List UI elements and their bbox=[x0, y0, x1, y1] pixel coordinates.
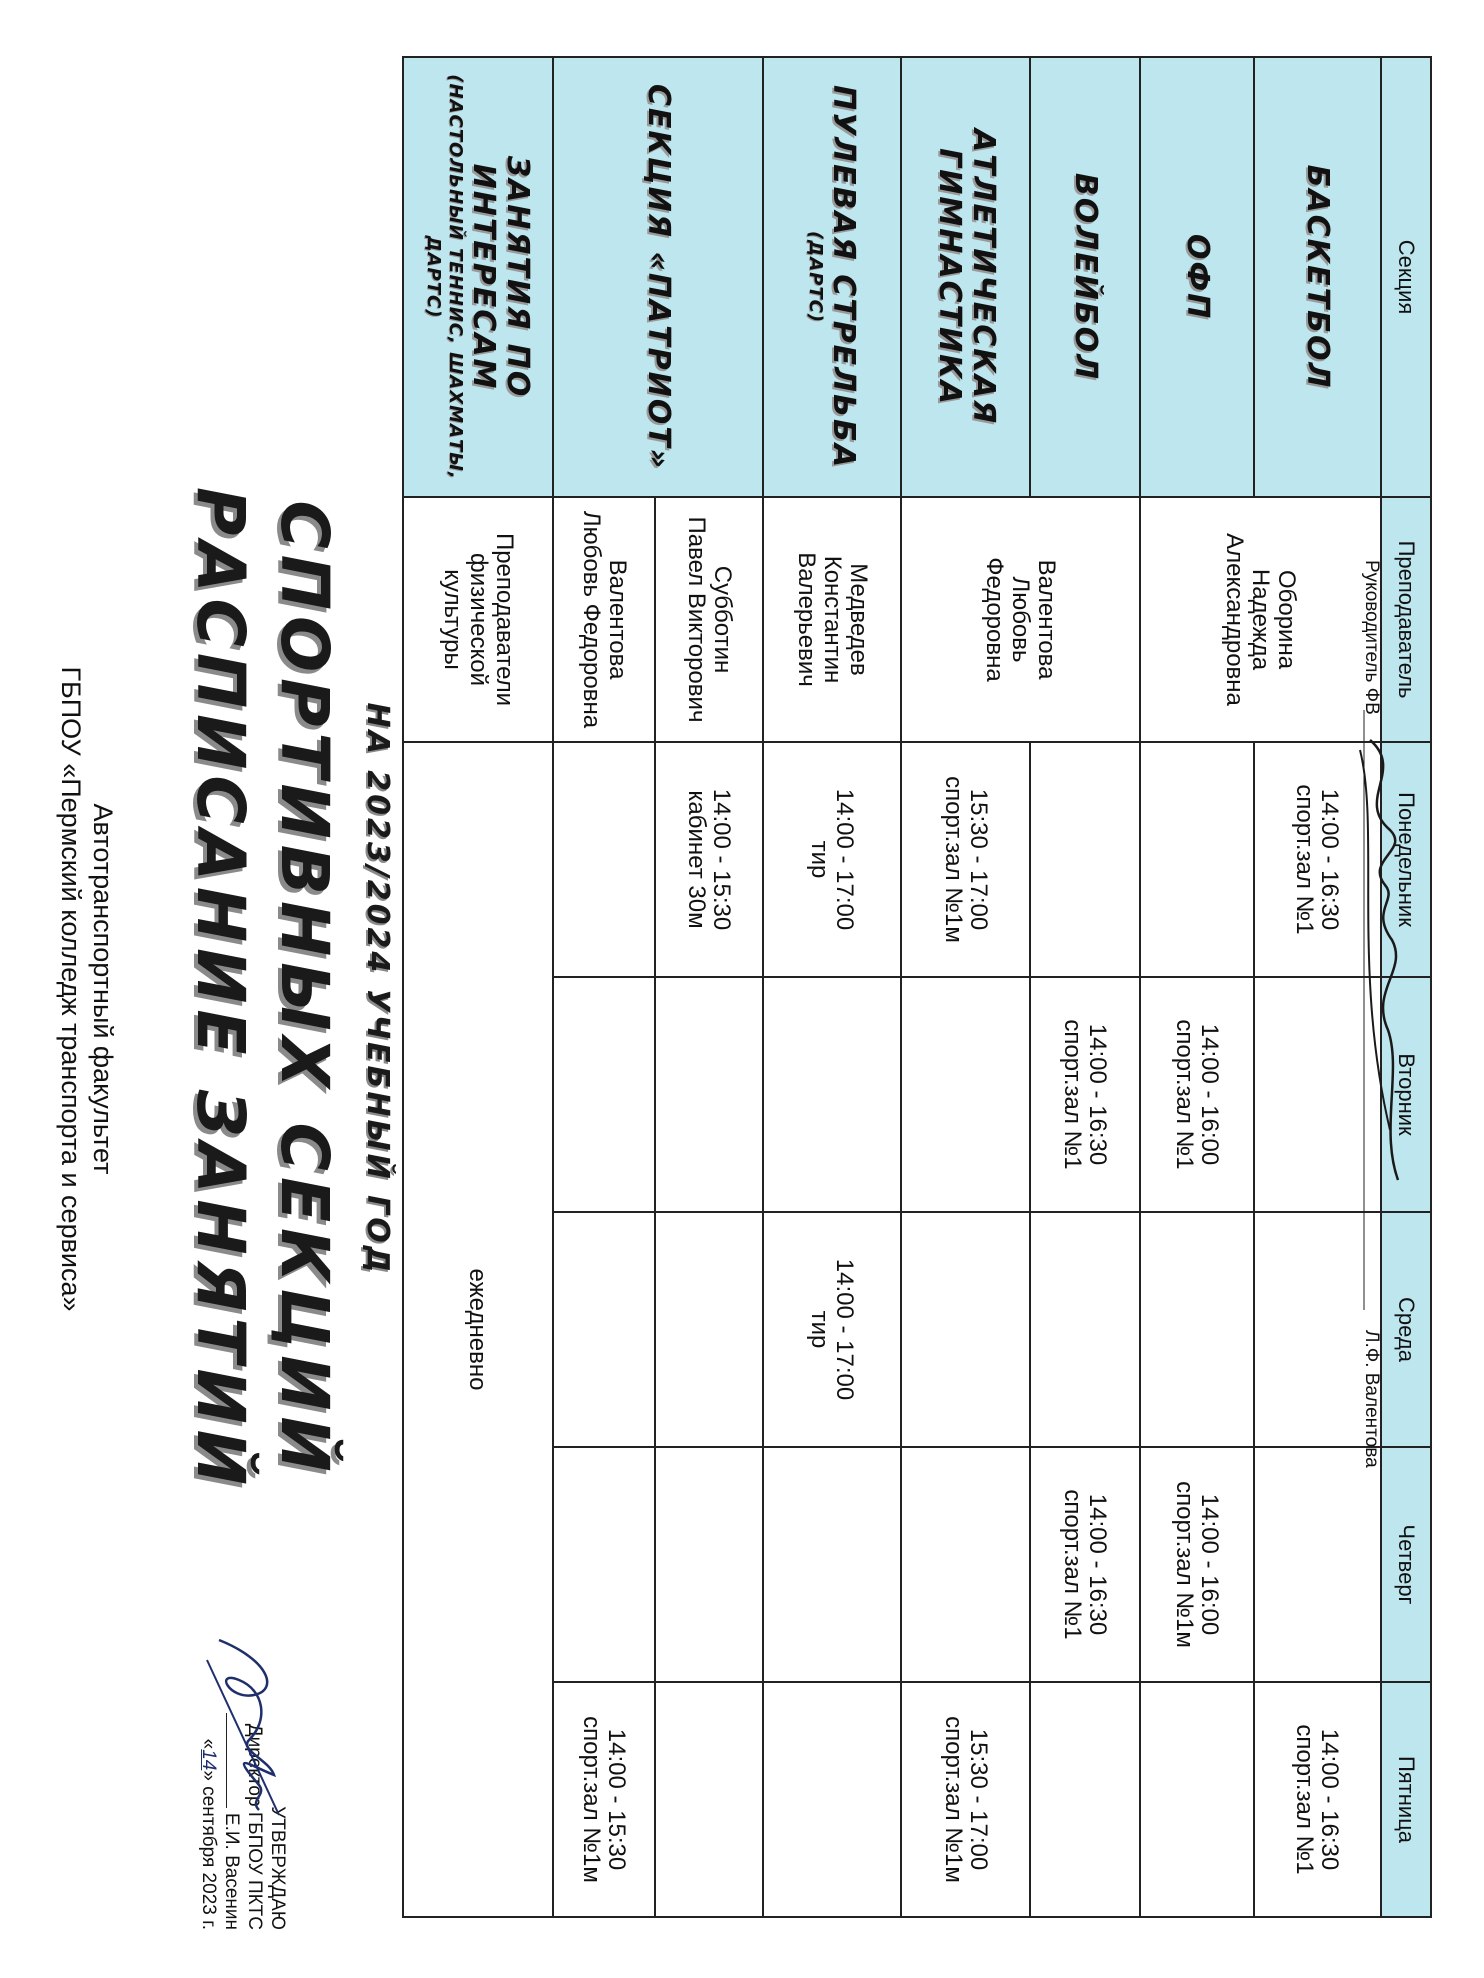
head-label: Руководитель ФВ bbox=[1361, 560, 1382, 715]
title-line-1: РАСПИСАНИЕ ЗАНЯТИЙ bbox=[182, 487, 259, 1491]
slot-cell bbox=[553, 742, 656, 977]
slot-cell bbox=[1140, 742, 1254, 977]
slot-cell bbox=[901, 1447, 1031, 1682]
section-interests-sub: (НАСТОЛЬНЫЙ ТЕННИС, ШАХМАТЫ, ДАРТС) bbox=[422, 74, 466, 480]
slot-cell: 14:00 - 16:30 спорт.зал №1 bbox=[1030, 1447, 1139, 1682]
slot-cell bbox=[655, 1212, 762, 1447]
slot-cell: 14:00 - 16:30 спорт.зал №1 bbox=[1254, 1682, 1381, 1917]
slot-cell bbox=[1030, 1212, 1139, 1447]
slot-cell bbox=[1140, 1682, 1254, 1917]
slot-cell bbox=[553, 977, 656, 1212]
slot-cell bbox=[901, 977, 1031, 1212]
header-teacher: Преподаватель bbox=[1381, 497, 1431, 742]
schedule-table bbox=[402, 56, 1432, 1918]
header-thursday: Четверг bbox=[1381, 1447, 1431, 1682]
approval-position: Директор ГБПОУ ПКТС bbox=[244, 1723, 265, 1930]
slot-cell bbox=[655, 1447, 762, 1682]
slot-cell bbox=[763, 1447, 901, 1682]
slot-cell bbox=[553, 1212, 656, 1447]
head-name: Л.Ф. Валентова bbox=[1361, 1330, 1382, 1468]
title-line-3: НА 2023/2024 УЧЕБНЫЙ ГОД bbox=[360, 702, 395, 1276]
slot-cell: 14:00 - 16:00 спорт.зал №1 bbox=[1140, 977, 1254, 1212]
header-monday: Понедельник bbox=[1381, 742, 1431, 977]
section-athletic-gymnastics: АТЛЕТИЧЕСКАЯ ГИМНАСТИКА bbox=[901, 57, 1031, 497]
faculty-name: Автотранспортный факультет bbox=[88, 803, 118, 1175]
slot-cell bbox=[655, 1682, 762, 1917]
slot-cell bbox=[553, 1447, 656, 1682]
head-signature-block bbox=[1350, 560, 1410, 1560]
slot-cell: 14:00 - 16:00 спорт.зал №1м bbox=[1140, 1447, 1254, 1682]
slot-cell bbox=[763, 977, 901, 1212]
header-wednesday: Среда bbox=[1381, 1212, 1431, 1447]
approval-title: УТВЕРЖДАЮ bbox=[267, 1806, 288, 1930]
teacher-pe-staff: Преподаватели физической культуры bbox=[403, 497, 553, 742]
director-signature-icon bbox=[197, 1600, 289, 1930]
teacher-valentova: Валентова Любовь Федоровна bbox=[901, 497, 1140, 742]
slot-cell: 14:00 - 15:30 кабинет 30м bbox=[655, 742, 762, 977]
slot-cell bbox=[1030, 742, 1139, 977]
slot-cell: 15:30 - 17:00 спорт.зал №1м bbox=[901, 1682, 1031, 1917]
slot-cell bbox=[1140, 1212, 1254, 1447]
slot-cell bbox=[655, 977, 762, 1212]
teacher-medvedev: Медведев Константин Валерьевич bbox=[763, 497, 901, 742]
teacher-valentova-patriot: Валентова Любовь Федоровна bbox=[553, 497, 656, 742]
section-shooting: ПУЛЕВАЯ СТРЕЛЬБА (ДАРТС) bbox=[763, 57, 901, 497]
section-patriot: СЕКЦИЯ «ПАТРИОТ» bbox=[553, 57, 763, 497]
section-volleyball: ВОЛЕЙБОЛ bbox=[1030, 57, 1139, 497]
table-row bbox=[763, 57, 901, 1917]
table-row bbox=[901, 57, 1031, 1917]
header-tuesday: Вторник bbox=[1381, 977, 1431, 1212]
section-shooting-sub: (ДАРТС) bbox=[804, 230, 826, 324]
section-basketball: БАСКЕТБОЛ bbox=[1254, 57, 1381, 497]
title-line-2: СПОРТИВНЫХ СЕКЦИЙ bbox=[266, 500, 343, 1478]
approval-signer: Е.И. Васенин bbox=[221, 1812, 242, 1930]
slot-cell: 14:00 - 16:30 спорт.зал №1 bbox=[1254, 742, 1381, 977]
slot-cell bbox=[763, 1682, 901, 1917]
slot-cell bbox=[1030, 1682, 1139, 1917]
slot-cell: 14:00 - 15:30 спорт.зал №1м bbox=[553, 1682, 656, 1917]
teacher-oborina: Оборина Надежда Александровна bbox=[1140, 497, 1381, 742]
header-section: Секция bbox=[1381, 57, 1431, 497]
header-friday: Пятница bbox=[1381, 1682, 1431, 1917]
approval-date: «14» сентября 2023 г. bbox=[198, 1738, 219, 1930]
section-ofp: ОФП bbox=[1140, 57, 1254, 497]
slot-cell: 14:00 - 16:30 спорт.зал №1 bbox=[1030, 977, 1139, 1212]
table-row bbox=[403, 57, 553, 1917]
slot-cell: 15:30 - 17:00 спорт.зал №1м bbox=[901, 742, 1031, 977]
table-row bbox=[1030, 57, 1139, 1917]
slot-daily: ежедневно bbox=[403, 742, 553, 1917]
table-row bbox=[655, 57, 762, 1917]
section-interests: ЗАНЯТИЯ ПО ИНТЕРЕСАМ (НАСТОЛЬНЫЙ ТЕННИС, ШАХМАТЫ, ДАРТС) bbox=[403, 57, 553, 497]
table-row bbox=[1140, 57, 1254, 1917]
slot-cell: 14:00 - 17:00 тир bbox=[763, 742, 901, 977]
teacher-subbotin: Субботин Павел Викторович bbox=[655, 497, 762, 742]
college-name: ГБПОУ «Пермский колледж транспорта и сервиса» bbox=[56, 666, 86, 1312]
slot-cell bbox=[901, 1212, 1031, 1447]
approval-date-day: 14 bbox=[198, 1749, 219, 1771]
slot-cell: 14:00 - 17:00 тир bbox=[763, 1212, 901, 1447]
head-signature-icon bbox=[1350, 710, 1410, 1330]
approval-block bbox=[197, 1600, 289, 1930]
